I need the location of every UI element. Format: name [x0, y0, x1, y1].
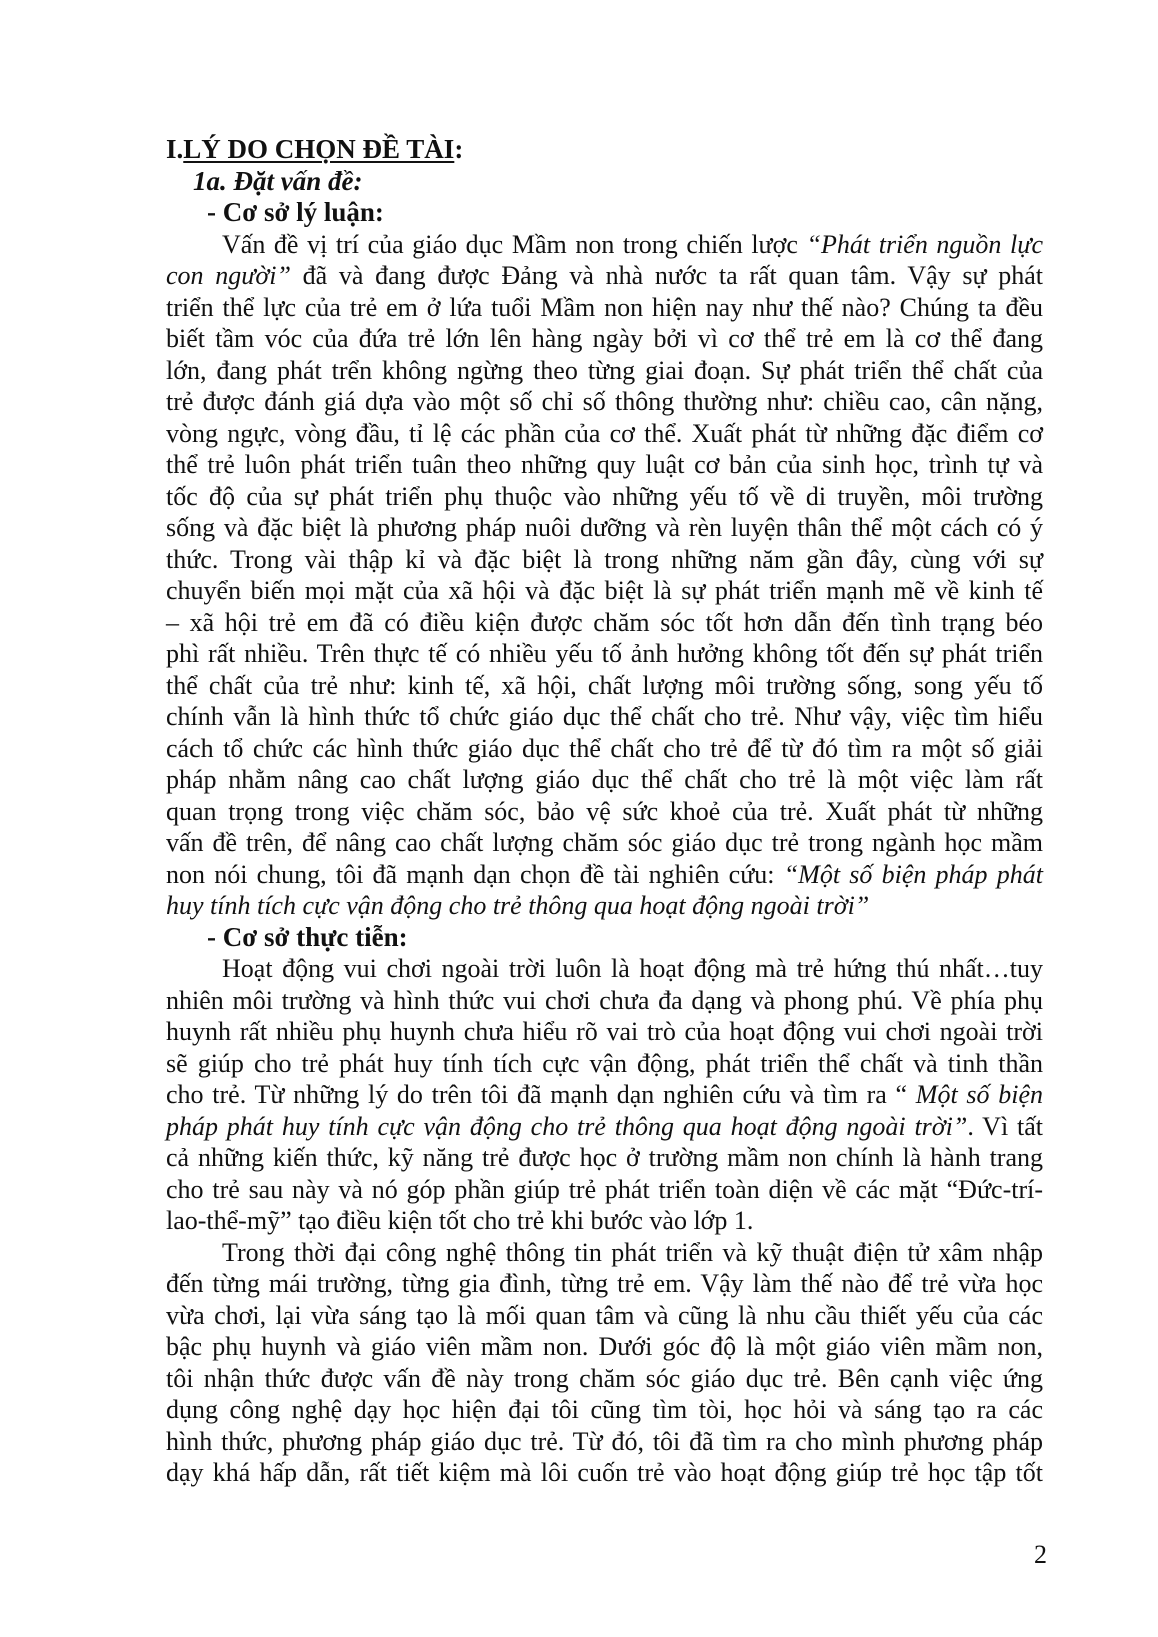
text-segment: vấn đề trên, để nâng cao chất lượng chăm sóc giáo dục trẻ trong ngành học mầm	[166, 828, 1043, 857]
quoted-text: pháp phát huy tính cực vận động cho trẻ thông qua hoạt động ngoài trời”	[166, 1111, 968, 1141]
text-segment: non nói chung, tôi đã mạnh dạn chọn đề tài nghiên cứu:	[166, 859, 784, 889]
text-segment: sống và đặc biệt là phương pháp nuôi dưỡng và rèn luyện thân thể một cách có ý	[166, 513, 1043, 542]
text-segment: vòng ngực, vòng đầu, tỉ lệ các phần của cơ thể. Xuất phát từ những đặc điểm cơ	[166, 418, 1043, 448]
paragraph	[166, 1237, 1043, 1489]
quoted-text: con người”	[166, 261, 291, 290]
subheading: 1a. Đặt vấn đề:	[193, 165, 363, 196]
text-line	[166, 1205, 1043, 1237]
text-line	[166, 292, 1043, 324]
text-line	[166, 859, 1043, 891]
text-segment: cho trẻ. Từ những lý do trên tôi đã mạnh dạn nghiên cứu và tìm ra “	[166, 1080, 916, 1109]
text-segment: dụng công nghệ dạy học hiện đại tôi cũng tìm tòi, học hỏi và sáng tạo ra các	[166, 1395, 1043, 1424]
text-line	[166, 1426, 1043, 1458]
text-segment: pháp nhằm nâng cao chất lượng giáo dục thể chất cho trẻ là một việc làm rất	[166, 765, 1043, 794]
text-line	[166, 418, 1043, 450]
text-segment: cả những kiến thức, kỹ năng trẻ được học ở trường mầm non chính là hành trang	[166, 1143, 1043, 1172]
text-line	[166, 1079, 1043, 1111]
text-line	[166, 953, 1043, 985]
text-segment: chuyển biến mọi mặt của xã hội và đặc biệt là sự phát triển mạnh mẽ về kinh tế	[166, 576, 1043, 605]
text-line	[166, 1394, 1043, 1426]
paragraph	[166, 229, 1043, 922]
section-label-practice: - Cơ sở thực tiễn:	[207, 921, 408, 952]
text-line	[166, 1300, 1043, 1332]
text-line	[166, 544, 1043, 576]
text-segment: phì rất nhiều. Trên thực tế có nhiều yếu tố ảnh hưởng không tốt đến sự phát triển	[166, 639, 1043, 668]
heading-number: I.	[166, 134, 184, 164]
text-segment: quan trọng trong việc chăm sóc, bảo vệ sức khoẻ của trẻ. Xuất phát từ những	[166, 796, 1043, 826]
text-line	[166, 1331, 1043, 1363]
text-line	[166, 638, 1043, 670]
text-segment: đến từng mái trường, từng gia đình, từng trẻ em. Vậy làm thế nào để trẻ vừa học	[166, 1269, 1043, 1298]
section-label-theory: - Cơ sở lý luận:	[207, 197, 384, 227]
text-line	[166, 733, 1043, 765]
text-segment: tốc độ của sự phát triển phụ thuộc vào những yếu tố về di truyền, môi trường	[166, 481, 1043, 511]
text-line	[166, 764, 1043, 796]
text-line	[166, 670, 1043, 702]
text-line	[166, 1457, 1043, 1489]
text-segment: thức. Trong vài thập kỉ và đặc biệt là trong những năm gần đây, cùng với sự	[166, 544, 1043, 574]
text-segment: hình thức, phương pháp giáo dục trẻ. Từ đó, tôi đã tìm ra cho mình phương pháp	[166, 1426, 1043, 1456]
text-segment: Vấn đề vị trí của giáo dục Mầm non trong chiến lược	[222, 229, 807, 259]
text-line	[166, 1268, 1043, 1300]
heading-title: LÝ DO CHỌN ĐỀ TÀI	[183, 134, 455, 164]
text-segment: bậc phụ huynh và giáo viên mầm non. Dưới góc độ là một giáo viên mầm non,	[166, 1332, 1043, 1361]
text-line	[166, 827, 1043, 859]
text-segment: nhiên môi trường và hình thức vui chơi chưa đa dạng và phong phú. Về phía phụ	[166, 985, 1043, 1015]
text-line	[166, 1016, 1043, 1048]
text-segment: dạy khá hấp dẫn, rất tiết kiệm mà lôi cuốn trẻ vào hoạt động giúp trẻ học tập tốt	[166, 1458, 1043, 1487]
text-line	[166, 323, 1043, 355]
text-segment: triển thể lực của trẻ em ở lứa tuổi Mầm non hiện nay như thế nào? Chúng ta đều	[166, 292, 1043, 322]
text-line	[166, 1111, 1043, 1143]
text-segment: – xã hội trẻ em đã có điều kiện được chăm sóc tốt hơn dẫn đến tình trạng béo	[166, 607, 1043, 637]
text-line	[166, 512, 1043, 544]
quoted-text: Một số biện	[915, 1080, 1044, 1109]
text-segment: . Vì tất	[967, 1111, 1043, 1141]
document-page	[166, 134, 1043, 1489]
text-segment: Hoạt động vui chơi ngoài trời luôn là hoạt động mà trẻ hứng thú nhất…tuy	[222, 954, 1043, 983]
text-segment: huynh rất nhiều phụ huynh chưa hiểu rõ vai trò của hoạt động vui chơi ngoài trời	[166, 1017, 1043, 1046]
text-line	[166, 796, 1043, 828]
section-heading	[166, 134, 1043, 166]
text-segment: thể trẻ luôn phát triển tuân theo những quy luật cơ bản của sinh học, trình tự và	[166, 450, 1043, 479]
text-line	[166, 481, 1043, 513]
text-segment: tôi nhận thức được vấn đề này trong chăm sóc giáo dục trẻ. Bên cạnh việc ứng	[166, 1363, 1043, 1393]
text-segment: vừa chơi, lại vừa sáng tạo là mối quan tâm và cũng là nhu cầu thiết yếu của các	[166, 1300, 1043, 1330]
text-segment: sẽ giúp cho trẻ phát huy tính tích cực vận động, phát triển thể chất và tinh thần	[166, 1048, 1043, 1078]
text-line	[166, 1174, 1043, 1206]
text-line	[166, 386, 1043, 418]
text-line	[166, 1142, 1043, 1174]
text-line	[166, 1237, 1043, 1269]
text-segment: đã và đang được Đảng và nhà nước ta rất quan tâm. Vậy sự phát	[290, 261, 1044, 290]
text-segment: trẻ được đánh giá dựa vào một số chỉ số thông thường như: chiều cao, cân nặng,	[166, 387, 1043, 416]
text-line	[166, 1048, 1043, 1080]
paragraph	[166, 953, 1043, 1237]
text-line	[166, 575, 1043, 607]
text-segment: lao-thể-mỹ” tạo điều kiện tốt cho trẻ khi bước vào lớp 1.	[166, 1206, 754, 1235]
heading-colon: :	[454, 134, 464, 164]
text-segment: biết tầm vóc của đứa trẻ lớn lên hàng ngày bởi vì cơ thể trẻ em là cơ thể đang	[166, 324, 1043, 353]
quoted-text: “Phát triển nguồn lực	[806, 229, 1043, 259]
quoted-text: “Một số biện pháp phát	[783, 859, 1043, 889]
text-segment: chính vẫn là hình thức tổ chức giáo dục thể chất cho trẻ. Như vậy, việc tìm hiểu	[166, 702, 1043, 731]
text-line	[166, 1363, 1043, 1395]
text-line	[166, 701, 1043, 733]
text-segment: cho trẻ sau này và nó góp phần giúp trẻ phát triển toàn diện về các mặt “Đức-trí-	[166, 1174, 1043, 1204]
page-number: 2	[1034, 1540, 1047, 1569]
text-line	[166, 890, 1043, 922]
text-line	[166, 449, 1043, 481]
text-line	[166, 229, 1043, 261]
text-line	[166, 260, 1043, 292]
text-line	[166, 607, 1043, 639]
text-segment: Trong thời đại công nghệ thông tin phát triển và kỹ thuật điện tử xâm nhập	[222, 1237, 1043, 1267]
text-line	[166, 985, 1043, 1017]
text-segment: lớn, đang phát trển không ngừng theo từng giai đoạn. Sự phát triển thể chất của	[166, 355, 1043, 385]
text-segment: thể chất của trẻ như: kinh tế, xã hội, chất lượng môi trường sống, song yếu tố	[166, 670, 1043, 700]
quoted-text: huy tính tích cực vận động cho trẻ thông qua hoạt động ngoài trời”	[166, 891, 870, 920]
text-segment: cách tổ chức các hình thức giáo dục thể chất cho trẻ để từ đó tìm ra một số giải	[166, 733, 1043, 763]
text-line	[166, 355, 1043, 387]
